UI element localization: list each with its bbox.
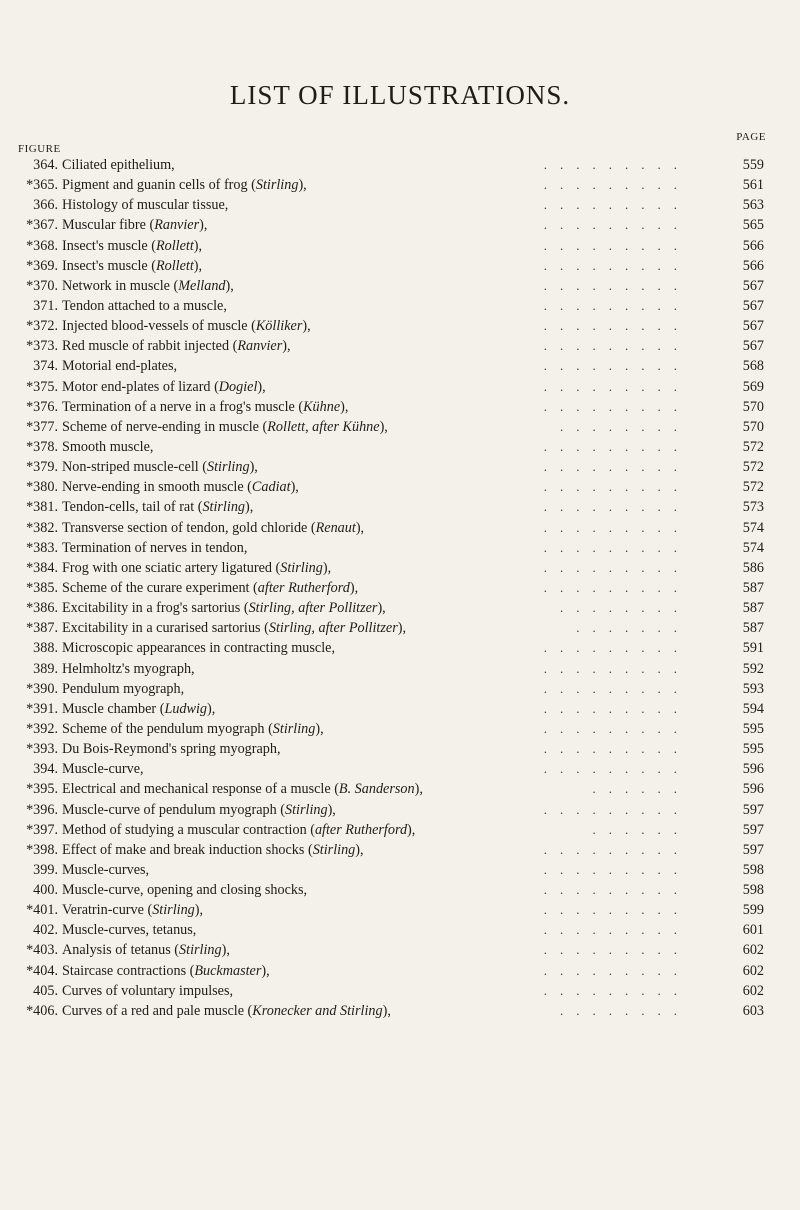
- leader-dots: ........: [560, 1002, 690, 1018]
- page-number: 570: [742, 398, 764, 415]
- list-item: [0, 518, 800, 538]
- leader-dots: .........: [543, 801, 690, 817]
- page-number: 602: [742, 942, 764, 959]
- list-item: [0, 457, 800, 477]
- page-number: 596: [742, 761, 764, 778]
- leader-dots: .........: [543, 579, 690, 595]
- figure-caption: Veratrin-curve (Stirling),: [62, 902, 204, 919]
- leader-dots: .........: [543, 257, 690, 273]
- figure-caption: Muscle chamber (Ludwig),: [62, 700, 216, 717]
- figure-number: *401.: [26, 902, 58, 919]
- figure-number: 399.: [33, 861, 58, 878]
- list-item: [0, 719, 800, 739]
- figure-number: *373.: [26, 338, 58, 355]
- page-number: 594: [742, 700, 764, 717]
- figure-number: *398.: [26, 841, 58, 858]
- figure-number: *378.: [26, 438, 58, 455]
- figure-caption: Method of studying a muscular contraction (after Rutherford),: [62, 821, 416, 838]
- leader-dots: ........: [560, 418, 690, 434]
- page-number: 559: [742, 157, 764, 173]
- page-title: LIST OF ILLUSTRATIONS.: [229, 80, 571, 110]
- page-number: 561: [742, 177, 764, 194]
- figure-caption: Muscle-curves, tetanus,: [62, 922, 197, 939]
- page-number: 567: [742, 338, 764, 355]
- leader-dots: .........: [543, 741, 690, 757]
- page-number: 587: [742, 600, 764, 617]
- list-item: [0, 739, 800, 759]
- figure-number: *392.: [26, 720, 58, 737]
- list-item: [0, 860, 800, 880]
- leader-dots: .........: [543, 378, 690, 394]
- page-number: 602: [742, 982, 764, 999]
- list-item: [0, 779, 800, 799]
- figure-caption: Scheme of the curare experiment (after Rutherford),: [62, 579, 359, 596]
- figure-caption: Non-striped muscle-cell (Stirling),: [62, 459, 258, 476]
- list-item: [0, 800, 800, 820]
- leader-dots: .........: [543, 861, 690, 877]
- figure-number: *370.: [26, 277, 58, 294]
- list-item: [0, 981, 800, 1001]
- figure-caption: Frog with one sciatic artery ligatured (Stirling),: [62, 559, 332, 576]
- figure-caption: Histology of muscular tissue,: [62, 197, 229, 214]
- figure-caption: Nerve-ending in smooth muscle (Cadiat),: [62, 479, 299, 496]
- page-number: 603: [742, 1002, 764, 1019]
- list-item: [0, 175, 800, 195]
- leader-dots: .........: [543, 660, 690, 676]
- figure-caption: Red muscle of rabbit injected (Ranvier),: [62, 338, 291, 355]
- illustrations-list: [0, 155, 800, 1021]
- figure-caption: Scheme of the pendulum myograph (Stirling),: [62, 720, 324, 737]
- page-number: 574: [742, 519, 764, 536]
- figure-caption: Electrical and mechanical response of a muscle (B. Sanderson),: [62, 781, 423, 798]
- page-number: 570: [742, 418, 764, 435]
- page-number: 587: [742, 620, 764, 637]
- figure-caption: Network in muscle (Melland),: [62, 277, 234, 294]
- figure-number: *387.: [26, 620, 58, 637]
- leader-dots: .........: [543, 841, 690, 857]
- figure-number: *386.: [26, 600, 58, 617]
- list-item: [0, 538, 800, 558]
- leader-dots: .........: [543, 277, 690, 293]
- list-item: [0, 598, 800, 618]
- figure-caption: Excitability in a frog's sartorius (Stirling, after Pollitzer),: [62, 600, 386, 617]
- leader-dots: .........: [543, 680, 690, 696]
- page-number: 595: [742, 741, 764, 758]
- figure-caption: Transverse section of tendon, gold chloride (Renaut),: [62, 519, 365, 536]
- figure-number: *397.: [26, 821, 58, 838]
- figure-number: 374.: [33, 358, 58, 375]
- leader-dots: ......: [592, 781, 690, 797]
- list-item: [0, 356, 800, 376]
- leader-dots: .........: [543, 700, 690, 716]
- figure-caption: Motorial end-plates,: [62, 358, 178, 375]
- figure-number: *390.: [26, 680, 58, 697]
- figure-caption: Muscle-curve of pendulum myograph (Stirling),: [62, 801, 336, 818]
- list-item: [0, 961, 800, 981]
- list-item: [0, 477, 800, 497]
- list-item: [0, 578, 800, 598]
- leader-dots: .........: [543, 217, 690, 233]
- leader-dots: .........: [543, 459, 690, 475]
- figure-number: *375.: [26, 378, 58, 395]
- leader-dots: .........: [543, 499, 690, 515]
- figure-caption: Excitability in a curarised sartorius (Stirling, after Pollitzer),: [62, 620, 406, 637]
- figure-number: 366.: [33, 197, 58, 214]
- list-item: [0, 820, 800, 840]
- page-number: 565: [742, 217, 764, 234]
- figure-caption: Tendon-cells, tail of rat (Stirling),: [62, 499, 254, 516]
- figure-number: *376.: [26, 398, 58, 415]
- list-item: [0, 377, 800, 397]
- figure-number: *383.: [26, 539, 58, 556]
- figure-caption: Muscle-curve, opening and closing shocks,: [62, 882, 308, 899]
- page-number: 593: [742, 680, 764, 697]
- list-item: [0, 256, 800, 276]
- figure-number: *369.: [26, 257, 58, 274]
- figure-number: *365.: [26, 177, 58, 194]
- leader-dots: .........: [543, 962, 690, 978]
- page-number: 598: [742, 861, 764, 878]
- page-number: 572: [742, 479, 764, 496]
- figure-caption: Tendon attached to a muscle,: [62, 297, 227, 314]
- leader-dots: .........: [543, 982, 690, 998]
- page-number: 592: [742, 660, 764, 677]
- page-number: 567: [742, 318, 764, 335]
- figure-number: 402.: [33, 922, 58, 939]
- figure-caption: Scheme of nerve-ending in muscle (Rollett, after Kühne),: [62, 418, 388, 435]
- figure-number: *384.: [26, 559, 58, 576]
- leader-dots: .........: [543, 519, 690, 535]
- leader-dots: .........: [543, 720, 690, 736]
- leader-dots: .........: [543, 297, 690, 313]
- list-item: [0, 940, 800, 960]
- list-item: [0, 679, 800, 699]
- page-column-header: PAGE: [736, 131, 766, 143]
- list-item: [0, 638, 800, 658]
- page-number: 563: [742, 197, 764, 214]
- leader-dots: .......: [576, 620, 690, 636]
- page-number: 602: [742, 962, 764, 979]
- page-number: 566: [742, 257, 764, 274]
- page-number: 572: [742, 438, 764, 455]
- figure-caption: Insect's muscle (Rollett),: [62, 237, 203, 254]
- list-item: [0, 316, 800, 336]
- list-item: [0, 336, 800, 356]
- figure-number: *395.: [26, 781, 58, 798]
- page-number: 591: [742, 640, 764, 657]
- page-number: 597: [742, 801, 764, 818]
- figure-caption: Du Bois-Reymond's spring myograph,: [62, 741, 281, 758]
- figure-caption: Effect of make and break induction shocks (Stirling),: [62, 841, 364, 858]
- list-item: [0, 497, 800, 517]
- figure-number: *368.: [26, 237, 58, 254]
- list-item: [0, 437, 800, 457]
- leader-dots: .........: [543, 479, 690, 495]
- list-item: [0, 1001, 800, 1021]
- figure-caption: Smooth muscle,: [62, 438, 154, 455]
- leader-dots: .........: [543, 197, 690, 213]
- list-item: [0, 215, 800, 235]
- figure-caption: Ciliated epithelium,: [62, 157, 175, 173]
- page-number: 586: [742, 559, 764, 576]
- list-item: [0, 296, 800, 316]
- page-number: 597: [742, 841, 764, 858]
- page-number: 598: [742, 882, 764, 899]
- list-item: [0, 759, 800, 779]
- figure-caption: Microscopic appearances in contracting muscle,: [62, 640, 335, 657]
- list-item: [0, 236, 800, 256]
- figure-number: *404.: [26, 962, 58, 979]
- leader-dots: .........: [543, 902, 690, 918]
- figure-number: 371.: [33, 297, 58, 314]
- figure-caption: Termination of nerves in tendon,: [62, 539, 248, 556]
- leader-dots: .........: [543, 640, 690, 656]
- leader-dots: ........: [560, 600, 690, 616]
- figure-number: 364.: [33, 157, 58, 173]
- leader-dots: .........: [543, 761, 690, 777]
- figure-number: *380.: [26, 479, 58, 496]
- page-number: 573: [742, 499, 764, 516]
- page-number: 568: [742, 358, 764, 375]
- list-item: [0, 558, 800, 578]
- page-number: 572: [742, 459, 764, 476]
- figure-number: *396.: [26, 801, 58, 818]
- figure-caption: Helmholtz's myograph,: [62, 660, 195, 677]
- leader-dots: .........: [543, 358, 690, 374]
- figure-number: *385.: [26, 579, 58, 596]
- figure-number: 389.: [33, 660, 58, 677]
- page-number: 587: [742, 579, 764, 596]
- figure-caption: Muscular fibre (Ranvier),: [62, 217, 208, 234]
- figure-caption: Staircase contractions (Buckmaster),: [62, 962, 270, 979]
- leader-dots: .........: [543, 237, 690, 253]
- leader-dots: .........: [543, 539, 690, 555]
- figure-caption: Termination of a nerve in a frog's muscle (Kühne),: [62, 398, 349, 415]
- figure-number: *379.: [26, 459, 58, 476]
- leader-dots: .........: [543, 318, 690, 334]
- leader-dots: .........: [543, 398, 690, 414]
- figure-caption: Curves of voluntary impulses,: [62, 982, 234, 999]
- figure-caption: Muscle-curves,: [62, 861, 150, 878]
- leader-dots: .........: [543, 882, 690, 898]
- figure-number: *393.: [26, 741, 58, 758]
- leader-dots: .........: [543, 942, 690, 958]
- figure-column-header: FIGURE: [18, 143, 61, 155]
- figure-caption: Pigment and guanin cells of frog (Stirling),: [62, 177, 307, 194]
- leader-dots: ......: [592, 821, 690, 837]
- list-item: [0, 155, 800, 175]
- page-number: 595: [742, 720, 764, 737]
- page-number: 601: [742, 922, 764, 939]
- list-item: [0, 195, 800, 215]
- page-number: 599: [742, 902, 764, 919]
- page-number: 566: [742, 237, 764, 254]
- leader-dots: .........: [543, 177, 690, 193]
- page-number: 567: [742, 277, 764, 294]
- leader-dots: .........: [543, 559, 690, 575]
- list-item: [0, 920, 800, 940]
- list-item: [0, 659, 800, 679]
- list-item: [0, 397, 800, 417]
- figure-number: 394.: [33, 761, 58, 778]
- figure-number: 405.: [33, 982, 58, 999]
- list-item: [0, 880, 800, 900]
- leader-dots: .........: [543, 922, 690, 938]
- list-item: [0, 900, 800, 920]
- figure-number: *377.: [26, 418, 58, 435]
- list-item: [0, 699, 800, 719]
- page-number: 569: [742, 378, 764, 395]
- page-number: 596: [742, 781, 764, 798]
- leader-dots: .........: [543, 438, 690, 454]
- figure-number: *372.: [26, 318, 58, 335]
- figure-number: *381.: [26, 499, 58, 516]
- figure-caption: Pendulum myograph,: [62, 680, 185, 697]
- figure-number: *403.: [26, 942, 58, 959]
- figure-caption: Muscle-curve,: [62, 761, 144, 778]
- figure-caption: Motor end-plates of lizard (Dogiel),: [62, 378, 266, 395]
- figure-number: *382.: [26, 519, 58, 536]
- list-item: [0, 840, 800, 860]
- page-number: 597: [742, 821, 764, 838]
- figure-number: *367.: [26, 217, 58, 234]
- list-item: [0, 618, 800, 638]
- leader-dots: .........: [543, 338, 690, 354]
- figure-caption: Analysis of tetanus (Stirling),: [62, 942, 230, 959]
- figure-caption: Insect's muscle (Rollett),: [62, 257, 203, 274]
- figure-number: 388.: [33, 640, 58, 657]
- figure-number: 400.: [33, 882, 58, 899]
- figure-number: *391.: [26, 700, 58, 717]
- figure-caption: Curves of a red and pale muscle (Kronecker and Stirling),: [62, 1002, 391, 1019]
- leader-dots: .........: [543, 157, 690, 172]
- page-number: 567: [742, 297, 764, 314]
- figure-caption: Injected blood-vessels of muscle (Kölliker),: [62, 318, 311, 335]
- page-number: 574: [742, 539, 764, 556]
- figure-number: *406.: [26, 1002, 58, 1019]
- list-item: [0, 276, 800, 296]
- list-item: [0, 417, 800, 437]
